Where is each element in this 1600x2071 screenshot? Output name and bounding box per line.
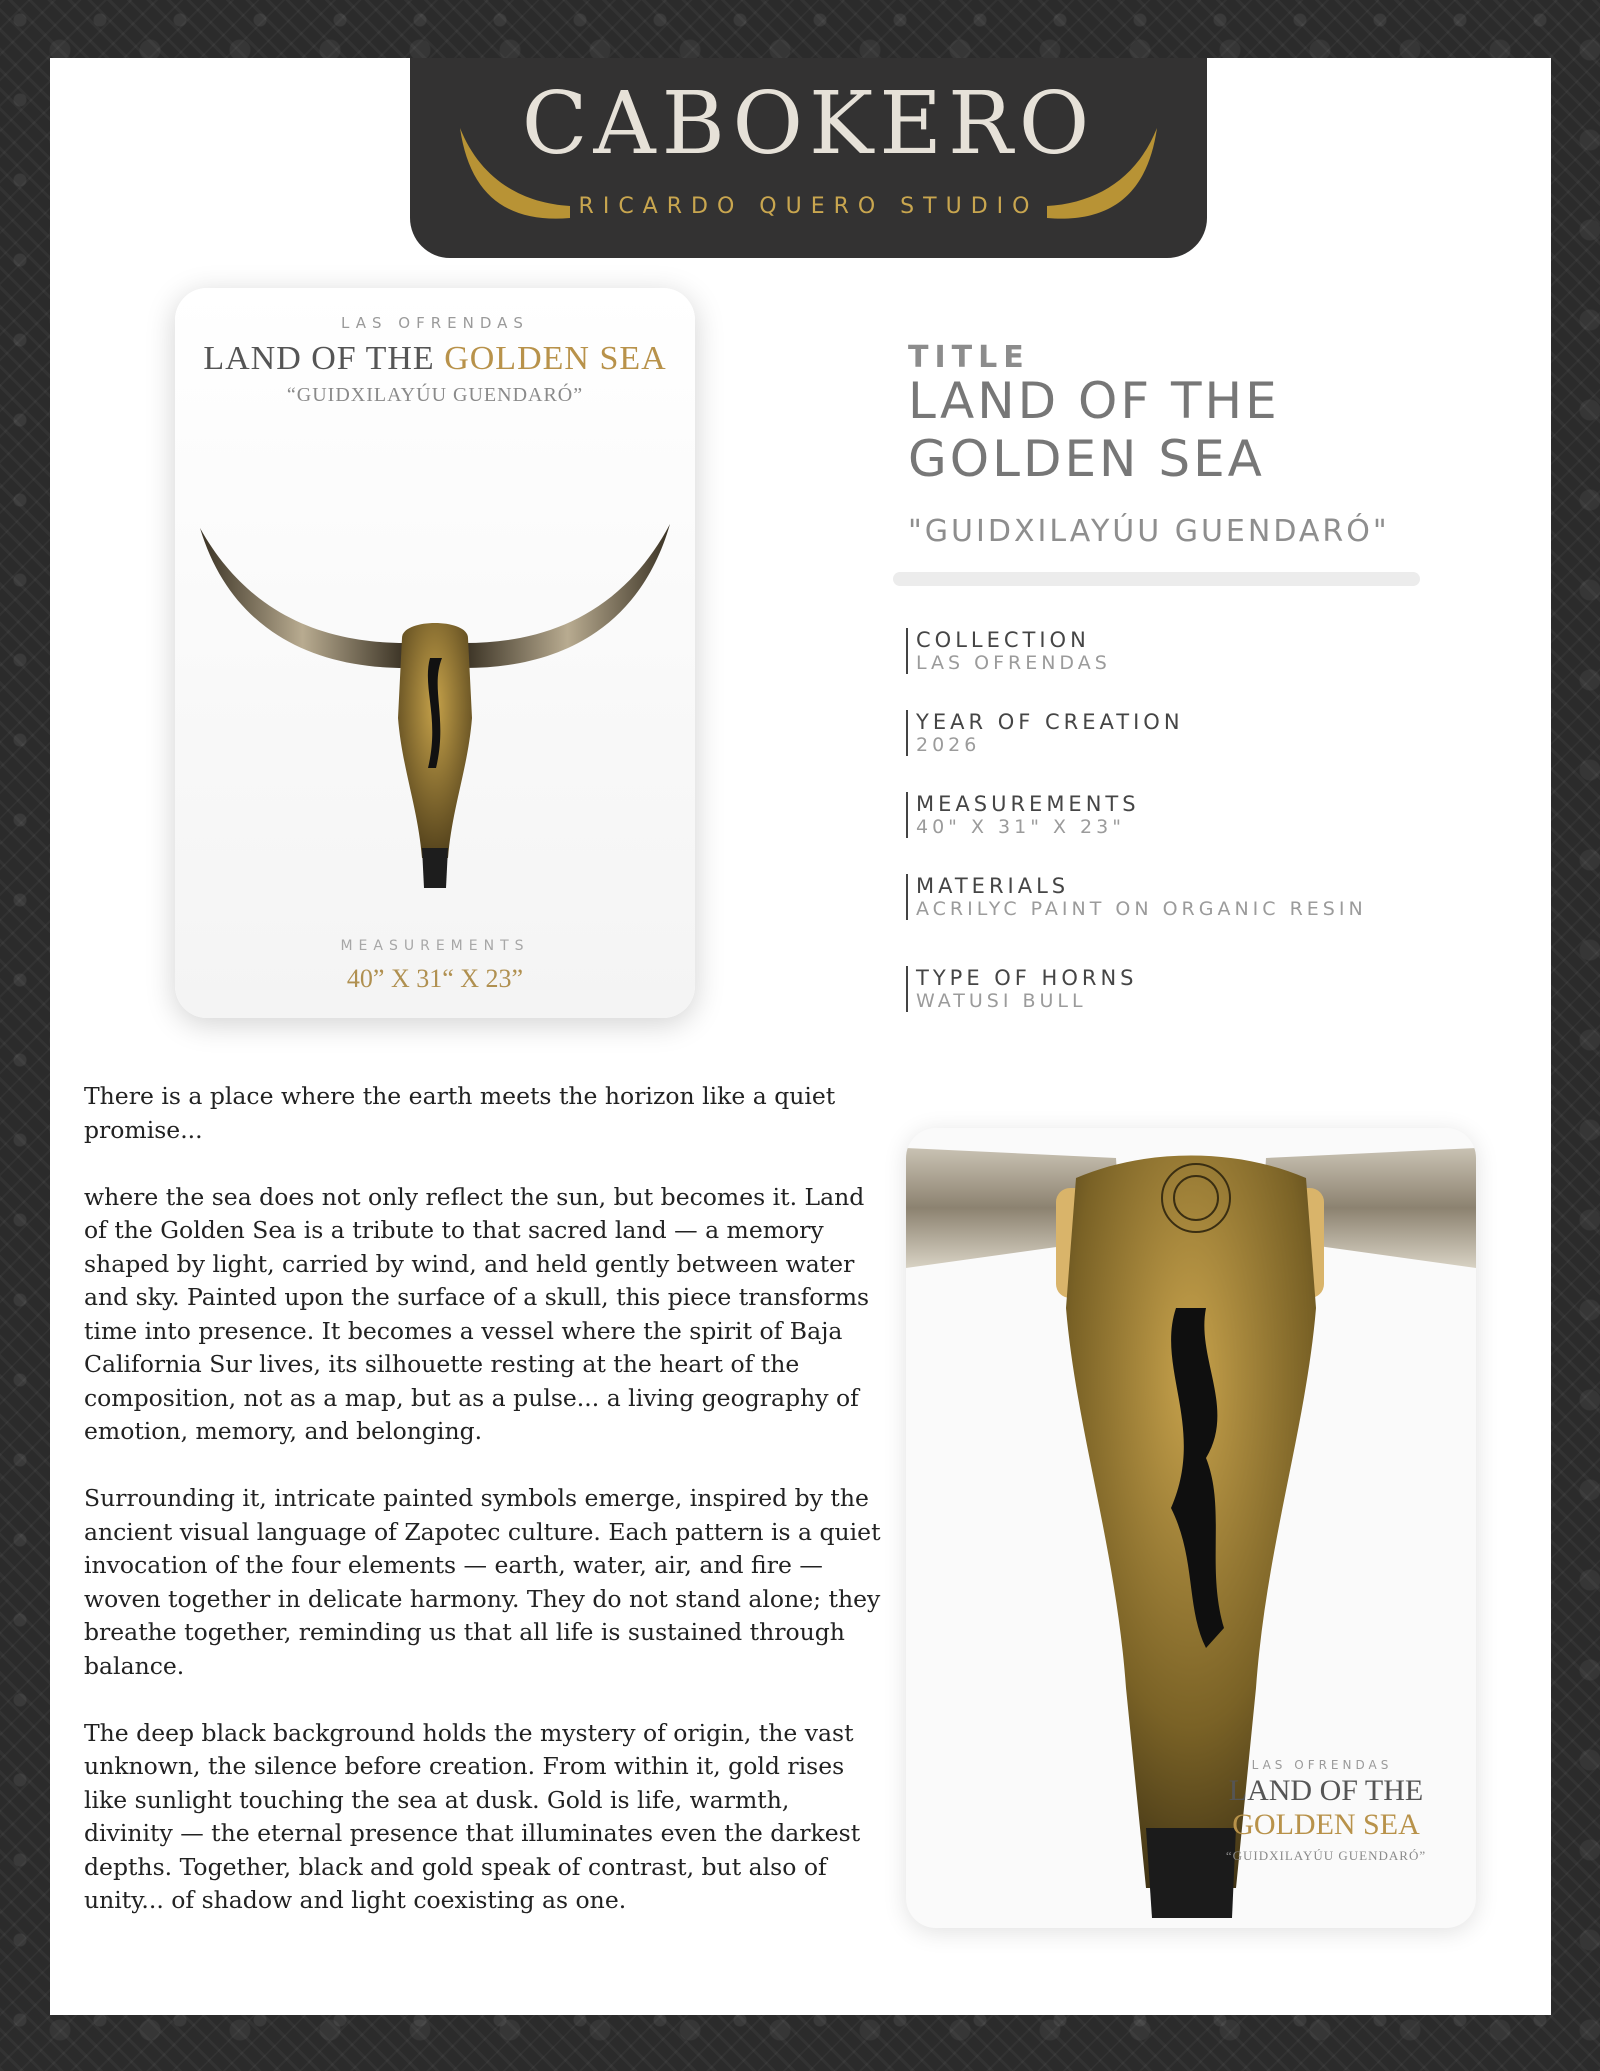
meta-label: TYPE OF HORNS [916,966,1138,990]
info-subtitle: "GUIDXILAYÚU GUENDARÓ" [908,514,1390,549]
paragraph: where the sea does not only reflect the sun, but becomes it. Land of the Golden Sea is a tribute to that sacred land — a memory shaped by light, carried by wind, and held gently between water and sky. Painted upon the surface of a skull, this piece transforms time into presence. It becomes a vessel where the spirit of Baja California Sur lives, its silhouette resting at the heart of the composition, not as a map, but as a pulse... a living geography of emotion, memory, and belonging. [84,1182,870,1445]
card-subtitle: “GUIDXILAYÚU GUENDARÓ” [286,384,584,406]
artwork-closeup-card [906,1128,1476,1928]
brand-subtitle: RICARDO QUERO STUDIO [578,194,1039,219]
meta-year [906,710,1426,756]
artwork-card [175,288,695,1018]
info-title: LAND OF THE GOLDEN SEA [908,372,1280,488]
divider [893,572,1420,586]
meta-value: WATUSI BULL [916,990,1087,1012]
card-collection: LAS OFRENDAS [341,314,529,332]
card-title-part2: GOLDEN SEA [444,340,667,377]
card-measurements-value: 40” X 31“ X 23” [346,964,524,993]
closeup-collection: LAS OFRENDAS [1251,1758,1393,1772]
closeup-title-part2: GOLDEN SEA [1232,1808,1420,1841]
info-kicker: TITLE [908,340,1030,375]
card-measurements-label: MEASUREMENTS [340,938,530,954]
header-banner [410,58,1207,258]
paragraph: Surrounding it, intricate painted symbols emerge, inspired by the ancient visual language of Zapotec culture. Each pattern is a quiet invocation of the four elements — earth, water, air, and fire — woven together in delicate harmony. They do not stand alone; they breathe together, reminding us that all life is sustained through balance. [84,1484,881,1680]
card-title-part1: LAND OF THE [203,340,445,377]
meta-value: ACRILYC PAINT ON ORGANIC RESIN [916,898,1367,920]
meta-value: LAS OFRENDAS [916,652,1111,674]
meta-label: YEAR OF CREATION [916,710,1184,734]
closeup-title-part1: LAND OF THE [1228,1774,1424,1807]
meta-label: MATERIALS [916,874,1070,898]
description-text [84,1080,884,1951]
card-title [175,340,695,378]
closeup-subtitle: “GUIDXILAYÚU GUENDARÓ” [1225,1848,1427,1863]
meta-horns [906,966,1426,1012]
meta-materials [906,874,1426,920]
meta-label: MEASUREMENTS [916,792,1140,816]
meta-measurements [906,792,1426,838]
paragraph: There is a place where the earth meets the horizon like a quiet promise... [84,1082,836,1144]
meta-label: COLLECTION [916,628,1090,652]
meta-collection [906,628,1426,674]
brand-logo: CABOKERO [521,74,1096,174]
meta-value: 40" X 31" X 23" [916,816,1125,838]
meta-value: 2026 [916,734,981,756]
paragraph: The deep black background holds the mystery of origin, the vast unknown, the silence before creation. From within it, gold rises like sunlight touching the sea at dusk. Gold is life, warmth, divinity — the eternal presence that illuminates even the darkest depths. Together, black and gold speak of contrast, but also of unity... of shadow and light coexisting as one. [84,1718,861,1914]
skull-image-small [190,518,680,898]
closeup-title [1206,1774,1446,1842]
